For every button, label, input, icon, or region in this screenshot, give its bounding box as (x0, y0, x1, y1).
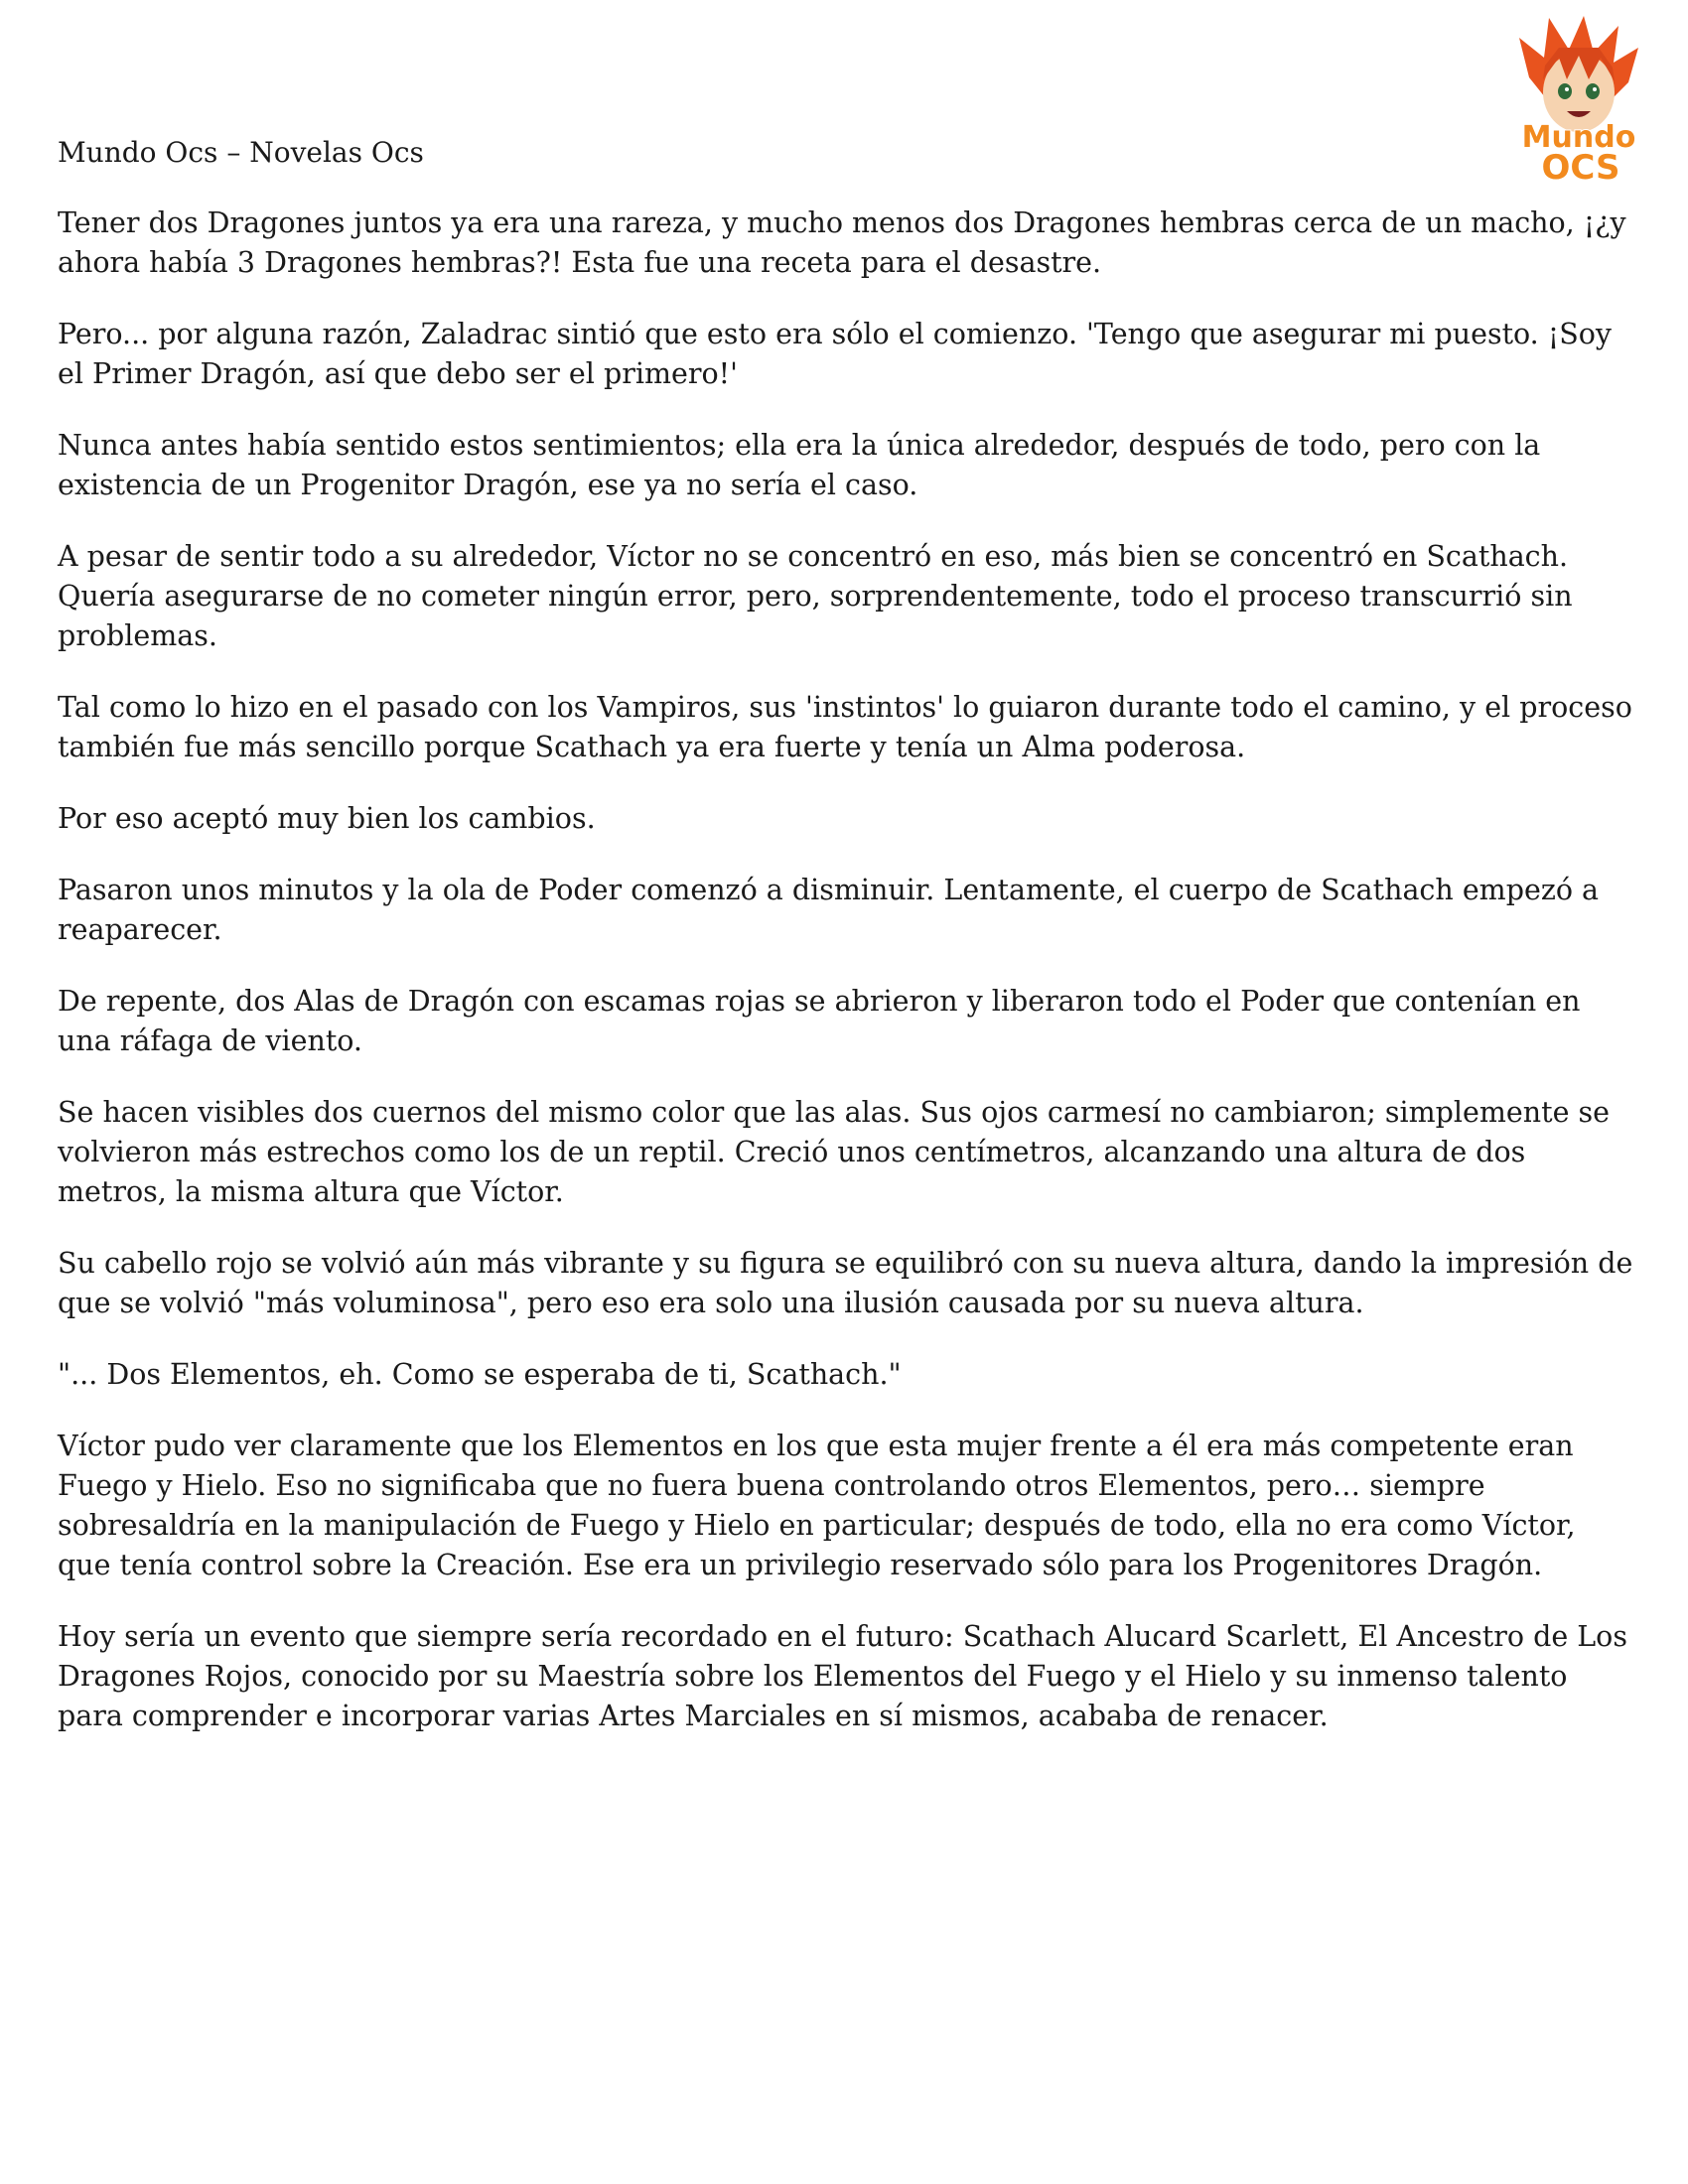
paragraph: De repente, dos Alas de Dragón con escamas rojas se abrieron y liberaron todo el Poder que contenían en una ráfaga de viento. (58, 985, 1581, 1057)
paragraph: Tener dos Dragones juntos ya era una rareza, y mucho menos dos Dragones hembras cerca de un macho, ¡¿y ahora había 3 Dragones hembras?! Esta fue una receta para el desastre. (58, 206, 1626, 279)
logo-text-top: Mundo (1521, 120, 1636, 155)
paragraph: A pesar de sentir todo a su alrededor, Víctor no se concentró en eso, más bien se concentró en Scathach. Quería asegurarse de no cometer ningún error, pero, sorprendentemente, todo el proceso transcurrió sin problemas. (58, 540, 1573, 652)
paragraph: Pasaron unos minutos y la ola de Poder comenzó a disminuir. Lentamente, el cuerpo de Scathach empezó a reaparecer. (58, 874, 1600, 946)
paragraph: Se hacen visibles dos cuernos del mismo color que las alas. Sus ojos carmesí no cambiaron; simplemente se volvieron más estrechos como los de un reptil. Creció unos centímetros, alcanzando una altura de dos metros, la misma altura que Víctor. (58, 1096, 1611, 1208)
mundo-ocs-logo (1489, 8, 1668, 187)
paragraph: Su cabello rojo se volvió aún más vibrante y su figura se equilibró con su nueva altura, dando la impresión de que se volvió "más voluminosa", pero eso era solo una ilusión causada por su nueva altura. (58, 1247, 1633, 1319)
logo-text-bottom: OCS (1541, 148, 1620, 187)
paragraph: Víctor pudo ver claramente que los Elementos en los que esta mujer frente a él era más competente eran Fuego y Hielo. Eso no significaba que no fuera buena controlando otros Elementos, pero… siempre sobresaldría en la manipulación de Fuego y Hielo en particular; después de todo, ella no era como Víctor, que tenía control sobre la Creación. Ese era un privilegio reservado sólo para los Progenitores Dragón. (58, 1430, 1576, 1581)
paragraph: "... Dos Elementos, eh. Como se esperaba de ti, Scathach." (58, 1358, 902, 1391)
paragraph: Hoy sería un evento que siempre sería recordado en el futuro: Scathach Alucard Scarlett, El Ancestro de Los Dragones Rojos, conocido por su Maestría sobre los Elementos del Fuego y el Hielo y su inmenso talento para comprender e incorporar varias Artes Marciales en sí mismos, acababa de renacer. (58, 1620, 1627, 1732)
document-body (58, 204, 1636, 1768)
logo-character-icon (1489, 8, 1668, 187)
paragraph: Tal como lo hizo en el pasado con los Vampiros, sus 'instintos' lo guiaron durante todo el camino, y el proceso también fue más sencillo porque Scathach ya era fuerte y tenía un Alma poderosa. (58, 691, 1632, 763)
paragraph: Por eso aceptó muy bien los cambios. (58, 802, 596, 835)
document-header: Mundo Ocs – Novelas Ocs (58, 136, 424, 169)
paragraph: Pero... por alguna razón, Zaladrac sintió que esto era sólo el comienzo. 'Tengo que asegurar mi puesto. ¡Soy el Primer Dragón, así que debo ser el primero!' (58, 318, 1613, 390)
paragraph: Nunca antes había sentido estos sentimientos; ella era la única alrededor, después de todo, pero con la existencia de un Progenitor Dragón, ese ya no sería el caso. (58, 429, 1541, 501)
